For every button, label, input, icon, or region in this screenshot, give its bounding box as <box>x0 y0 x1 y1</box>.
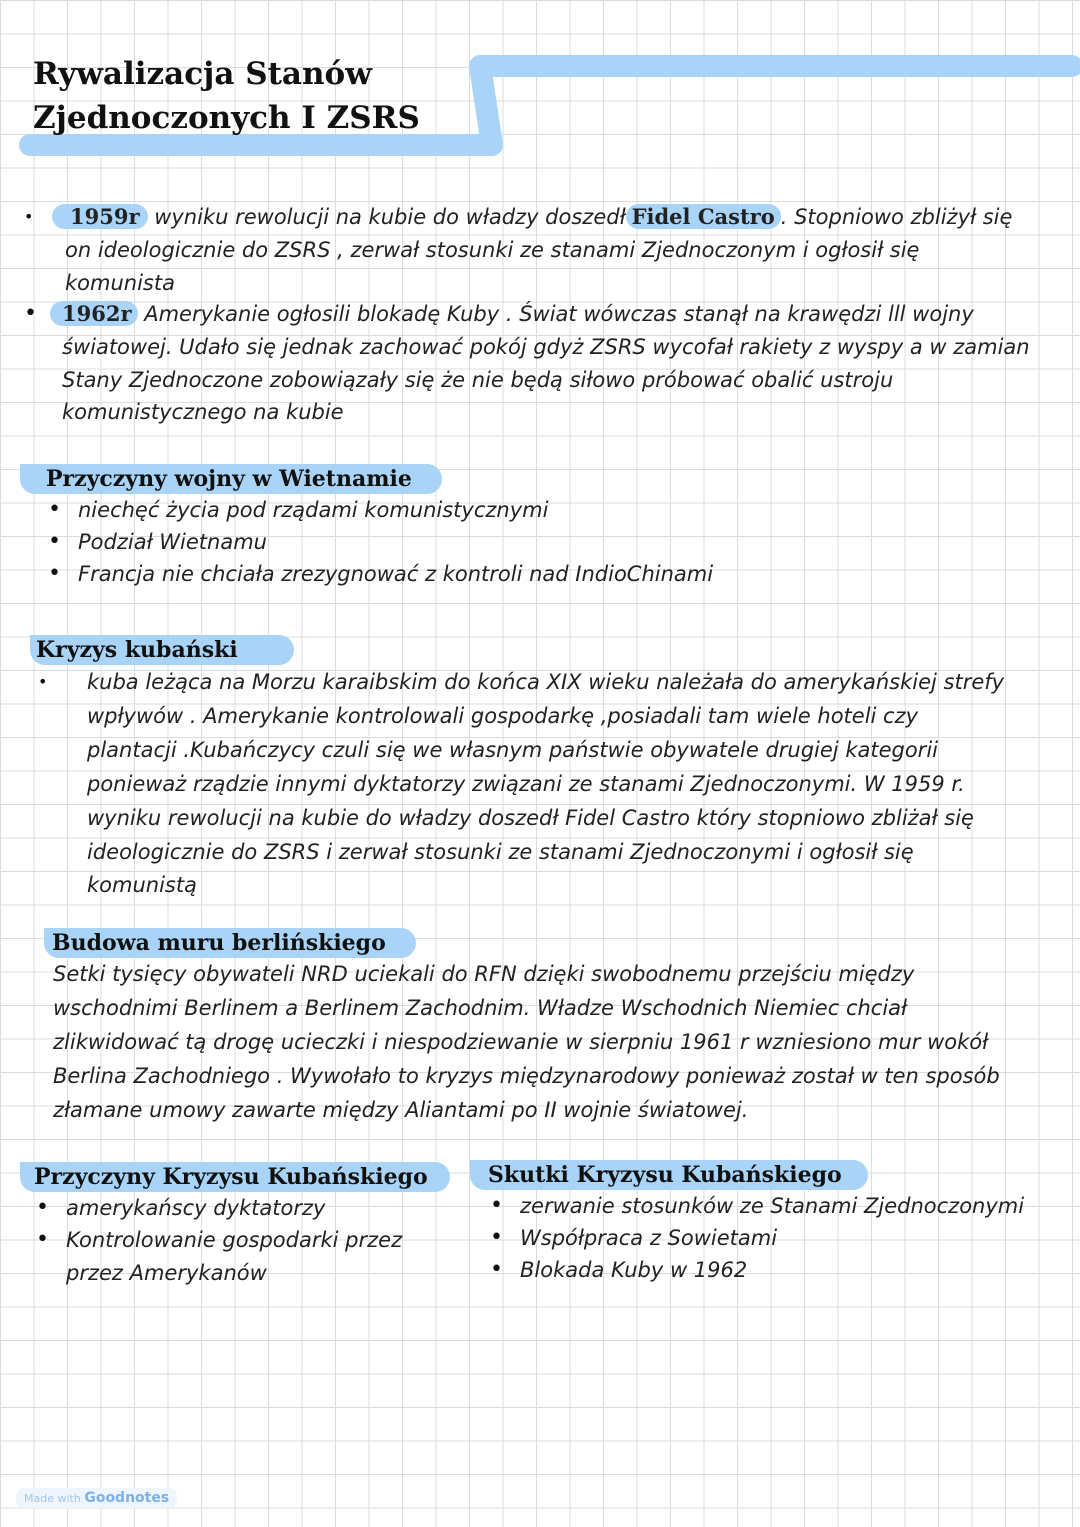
bullet-dot: • <box>38 672 48 691</box>
vietnam-item: Podział Wietnamu <box>78 530 267 554</box>
bullet-dot: • <box>36 1227 49 1252</box>
effects-item: Blokada Kuby w 1962 <box>520 1258 748 1282</box>
vietnam-item: niechęć życia pod rządami komunistycznymi <box>78 498 549 522</box>
intro-item-2-line-3: Stany Zjednoczone zobowiązały się że nie będą siłowo próbować obalić ustroju <box>62 368 894 392</box>
bullet-dot: • <box>48 561 61 586</box>
vietnam-item: Francja nie chciała zrezygnować z kontroli nad IndioChinami <box>78 562 714 586</box>
berlin-line: Setki tysięcy obywateli NRD uciekali do RFN dzięki swobodnemu przejściu między <box>53 962 915 986</box>
cuba-crisis-line: komunistą <box>87 873 197 897</box>
berlin-heading: Budowa muru berlińskiego <box>44 928 416 958</box>
watermark-brand: Goodnotes <box>84 1490 170 1506</box>
effects-item: zerwanie stosunków ze Stanami Zjednoczonymi <box>520 1194 1025 1218</box>
watermark-prefix: Made with <box>24 1492 81 1505</box>
effects-item: Współpraca z Sowietami <box>520 1226 778 1250</box>
name-highlight: Fidel Castro <box>626 204 781 229</box>
cuba-crisis-line: ideologicznie do ZSRS i zerwał stosunki ze stanami Zjednoczonymi i ogłosił się <box>87 840 914 864</box>
cuba-crisis-line: wyniku rewolucji na kubie do władzy doszedł Fidel Castro który stopniowo zbliżał się <box>87 806 974 830</box>
berlin-line: Berlina Zachodniego . Wywołało to kryzys międzynarodowy ponieważ został w ten sposób <box>53 1064 1000 1088</box>
berlin-line: wschodnimi Berlinem a Berlinem Zachodnim. Władze Wschodnich Niemiec chciał <box>53 996 908 1020</box>
goodnotes-watermark <box>16 1488 177 1508</box>
intro-item-2-text: Amerykanie ogłosili blokadę Kuby . Świat wówczas stanął na krawędzi lll wojny <box>144 302 974 326</box>
cuba-crisis-heading: Kryzys kubański <box>30 635 294 665</box>
bullet-dot: • <box>36 1195 49 1220</box>
causes-item: Kontrolowanie gospodarki przez <box>66 1228 403 1252</box>
causes-heading: Przyczyny Kryzysu Kubańskiego <box>20 1162 450 1192</box>
bullet-dot: • <box>490 1193 503 1218</box>
cuba-crisis-line: plantacji .Kubańczycy czuli się we własnym państwie obywatele drugiej kategorii <box>87 738 938 762</box>
bullet-dot: • <box>490 1225 503 1250</box>
year-badge: 1962r <box>50 301 138 326</box>
bullet-dot: • <box>24 301 37 326</box>
intro-item-1-line-3: komunista <box>65 271 175 295</box>
intro-item-2-line-2: światowej. Udało się jednak zachować pokój gdyż ZSRS wycofał rakiety z wyspy a w zamian <box>62 335 1030 359</box>
intro-item-2-line-4: komunistycznego na kubie <box>62 400 344 424</box>
bullet-dot: • <box>48 497 61 522</box>
cuba-crisis-line: wpływów . Amerykanie kontrolowali gospodarkę ,posiadali tam wiele hoteli czy <box>87 704 919 728</box>
year-badge: 1959r <box>52 204 148 229</box>
vietnam-heading: Przyczyny wojny w Wietnamie <box>20 464 442 494</box>
cuba-crisis-line: kuba leżąca na Morzu karaibskim do końca XIX wieku należała do amerykańskiej strefy <box>87 670 1005 694</box>
berlin-line: zlikwidować tą drogę ucieczki i niespodziewanie w sierpniu 1961 r wzniesiono mur wokół <box>53 1030 989 1054</box>
cuba-crisis-line: ponieważ rządzie innymi dyktatorzy związani ze stanami Zjednoczonymi. W 1959 r. <box>87 772 965 796</box>
page-title <box>33 52 420 140</box>
bullet-dot: • <box>48 529 61 554</box>
causes-item-continued: przez Amerykanów <box>66 1261 267 1285</box>
bullet-dot: • <box>24 207 34 226</box>
intro-item-1-line-2: on ideologicznie do ZSRS , zerwał stosunki ze stanami Zjednoczonym i ogłosił się <box>65 238 920 262</box>
effects-heading: Skutki Kryzysu Kubańskiego <box>470 1160 868 1190</box>
title-line-2: Zjednoczonych I ZSRS <box>33 100 420 136</box>
intro-item-1-text-2: . Stopniowo zbliżył się <box>780 205 1013 229</box>
causes-item: amerykańscy dyktatorzy <box>66 1196 326 1220</box>
bullet-dot: • <box>490 1257 503 1282</box>
intro-item-1-line-1 <box>52 201 1012 233</box>
title-line-1: Rywalizacja Stanów <box>33 56 372 92</box>
intro-item-2-line-1 <box>50 298 974 330</box>
intro-item-1-text: wyniku rewolucji na kubie do władzy doszedł <box>154 205 626 229</box>
berlin-line: złamane umowy zawarte między Aliantami po II wojnie światowej. <box>53 1098 749 1122</box>
